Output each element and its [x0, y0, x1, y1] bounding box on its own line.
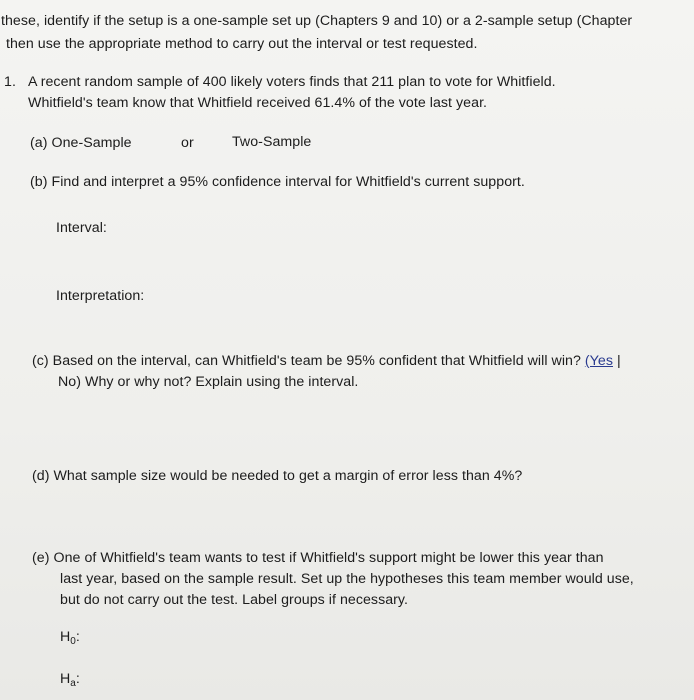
- null-hypothesis-label: [60, 628, 80, 648]
- part-c-line-1: [32, 352, 621, 370]
- question-1-line-1: A recent random sample of 400 likely voters finds that 211 plan to vote for Whitfield.: [28, 74, 556, 90]
- question-number: 1.: [4, 74, 16, 90]
- alternative-hypothesis-label: [60, 670, 80, 690]
- interval-label: Interval:: [56, 220, 107, 236]
- ha-letter: H: [60, 671, 71, 687]
- intro-line-1: these, identify if the setup is a one-sample set up (Chapters 9 and 10) or a 2-sample setup (Chapter: [1, 13, 633, 29]
- intro-line-2: then use the appropriate method to carry out the interval or test requested.: [6, 36, 478, 52]
- part-e-line-3: but do not carry out the test. Label groups if necessary.: [60, 592, 409, 608]
- part-a-one-sample: (a) One-Sample: [30, 135, 132, 151]
- part-c-line-2: No) Why or why not? Explain using the interval.: [58, 374, 359, 390]
- h0-subscript: 0: [70, 636, 76, 647]
- part-d-question: (d) What sample size would be needed to get a margin of error less than 4%?: [32, 468, 523, 484]
- part-c-text: (c) Based on the interval, can Whitfield's team be 95% confident that Whitfield will win?: [32, 353, 585, 369]
- ha-colon: :: [75, 671, 80, 687]
- part-c-separator: |: [612, 353, 621, 369]
- h0-letter: H: [60, 629, 71, 645]
- part-a-or: or: [181, 135, 194, 151]
- part-a-two-sample: Two-Sample: [232, 134, 312, 150]
- interpretation-label: Interpretation:: [56, 288, 145, 304]
- question-1-line-2: Whitfield's team know that Whitfield received 61.4% of the vote last year.: [28, 95, 488, 111]
- part-e-line-1: (e) One of Whitfield's team wants to test if Whitfield's support might be lower this year than: [32, 550, 604, 566]
- h0-colon: :: [75, 629, 80, 645]
- yes-option: (Yes: [584, 353, 613, 369]
- part-b-question: (b) Find and interpret a 95% confidence interval for Whitfield's current support.: [30, 174, 525, 190]
- part-e-line-2: last year, based on the sample result. Set up the hypotheses this team member would use,: [60, 571, 634, 587]
- ha-subscript: a: [70, 678, 76, 689]
